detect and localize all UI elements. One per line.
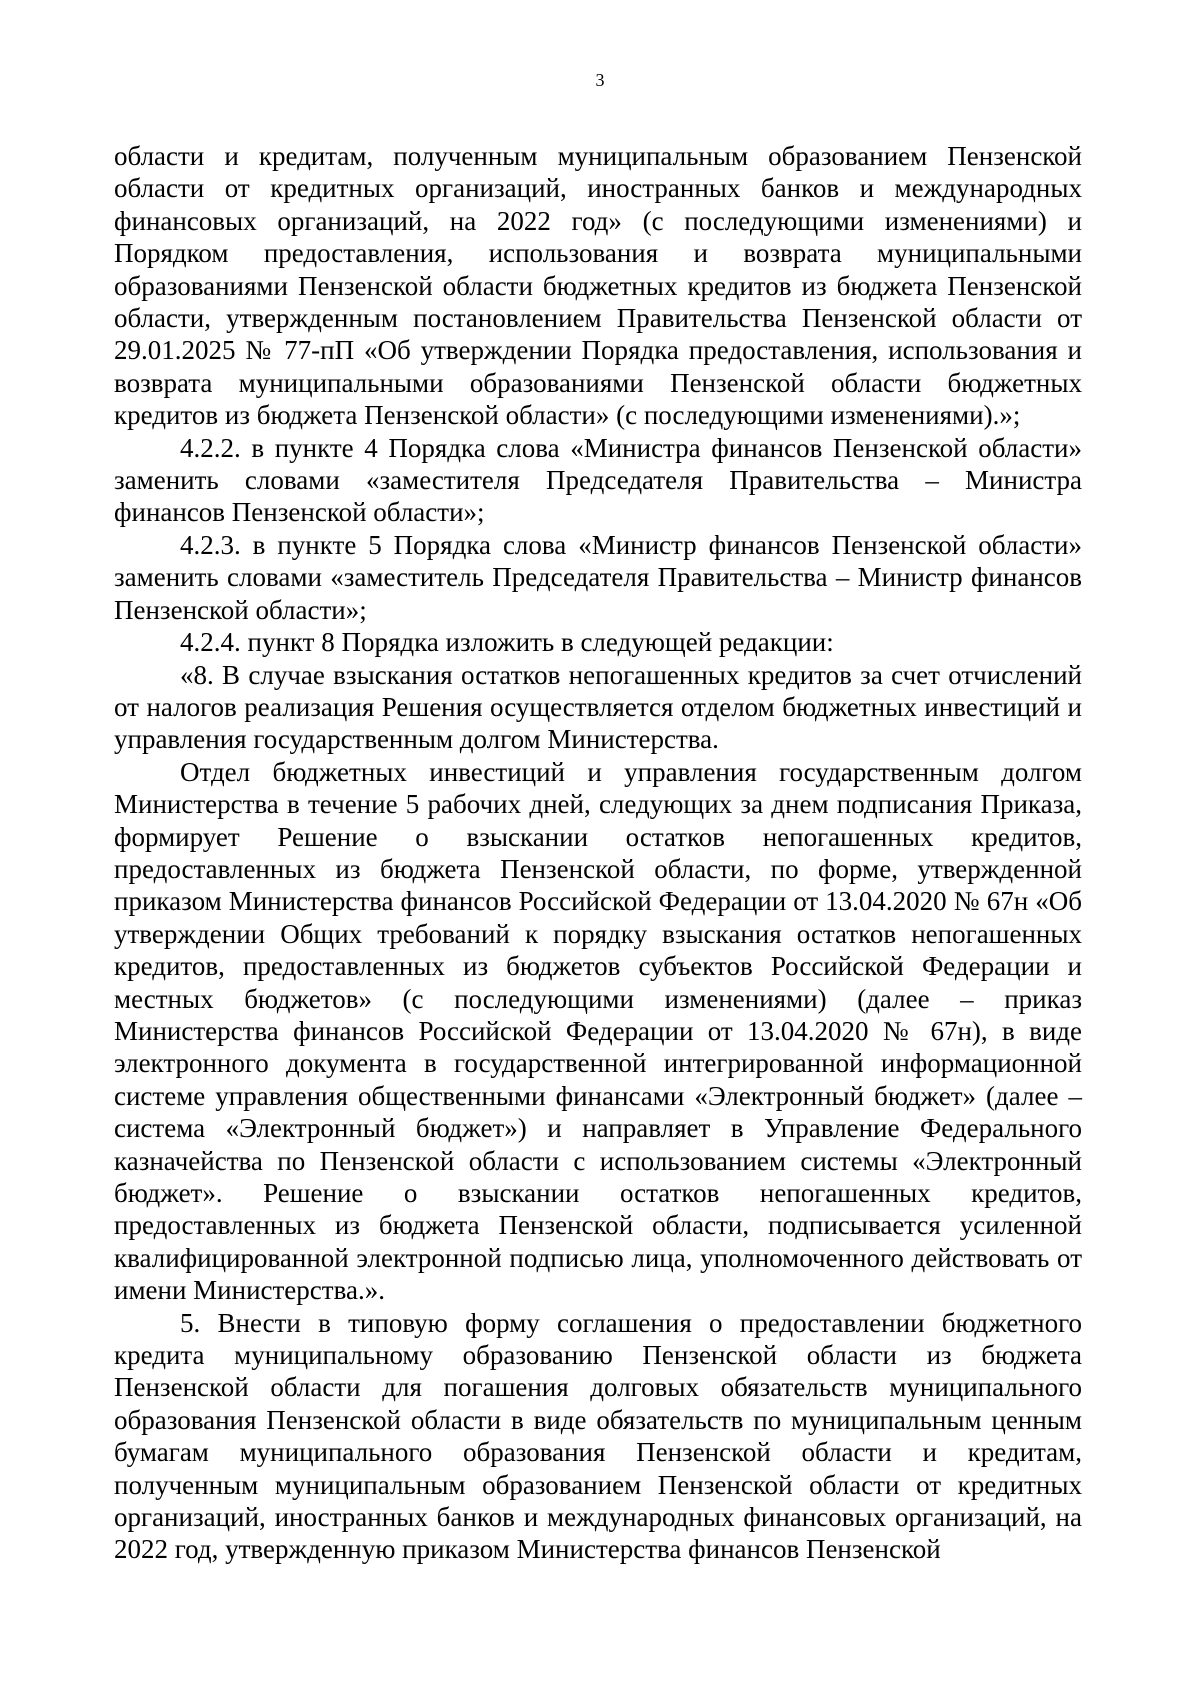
- paragraph-continuation: области и кредитам, полученным муниципальным образованием Пензенской области от кредитных организаций, иностранных банков и международных финансовых организаций, на 2022 год» (с последующими изменениями) и Порядком предоставления, использования и возврата муниципальными образованиями Пензенской области бюджетных кредитов из бюджета Пензенской области, утвержденным постановлением Правительства Пензенской области от 29.01.2025 № 77-пП «Об утверждении Порядка предоставления, использования и возврата муниципальными образованиями Пензенской области бюджетных кредитов из бюджета Пензенской области» (с последующими изменениями).»;: [114, 141, 1082, 431]
- page-number: 3: [595, 70, 605, 90]
- paragraph-item-4-2-3: 4.2.3. в пункте 5 Порядка слова «Министр финансов Пензенской области» заменить словами «заместитель Председателя Правительства – Министр финансов Пензенской области»;: [114, 529, 1082, 625]
- paragraph-item-4-2-4: 4.2.4. пункт 8 Порядка изложить в следующей редакции:: [180, 627, 834, 658]
- document-body: [114, 140, 1082, 1566]
- paragraph-quote-point-8: «8. В случае взыскания остатков непогашенных кредитов за счет отчислений от налогов реализация Решения осуществляется отделом бюджетных инвестиций и управления государственным долгом Министерства.: [114, 659, 1082, 755]
- paragraph-item-5: 5. Внести в типовую форму соглашения о предоставлении бюджетного кредита муниципальному образованию Пензенской области из бюджета Пензенской области для погашения долговых обязательств муниципального образования Пензенской области в виде обязательств по муниципальным ценным бумагам муниципального образования Пензенской области и кредитам, полученным муниципальным образованием Пензенской области от кредитных организаций, иностранных банков и международных финансовых организаций, на 2022 год, утвержденную приказом Министерства финансов Пензенской: [114, 1307, 1082, 1565]
- paragraph-item-4-2-2: 4.2.2. в пункте 4 Порядка слова «Министра финансов Пензенской области» заменить словами «заместителя Председателя Правительства – Министра финансов Пензенской области»;: [114, 432, 1082, 528]
- paragraph-quote-point-8-continuation: Отдел бюджетных инвестиций и управления государственным долгом Министерства в течение 5 рабочих дней, следующих за днем подписания Приказа, формирует Решение о взыскании остатков непогашенных кредитов, предоставленных из бюджета Пензенской области, по форме, утвержденной приказом Министерства финансов Российской Федерации от 13.04.2020 № 67н «Об утверждении Общих требований к порядку взыскания остатков непогашенных кредитов, предоставленных из бюджетов субъектов Российской Федерации и местных бюджетов» (с последующими изменениями) (далее – приказ Министерства финансов Российской Федерации от 13.04.2020 № 67н), в виде электронного документа в государственной интегрированной информационной системе управления общественными финансами «Электронный бюджет» (далее – система «Электронный бюджет») и направляет в Управление Федерального казначейства по Пензенской области с использованием системы «Электронный бюджет». Решение о взыскании остатков непогашенных кредитов, предоставленных из бюджета Пензенской области, подписывается усиленной квалифицированной электронной подписью лица, уполномоченного действовать от имени Министерства.».: [114, 756, 1082, 1306]
